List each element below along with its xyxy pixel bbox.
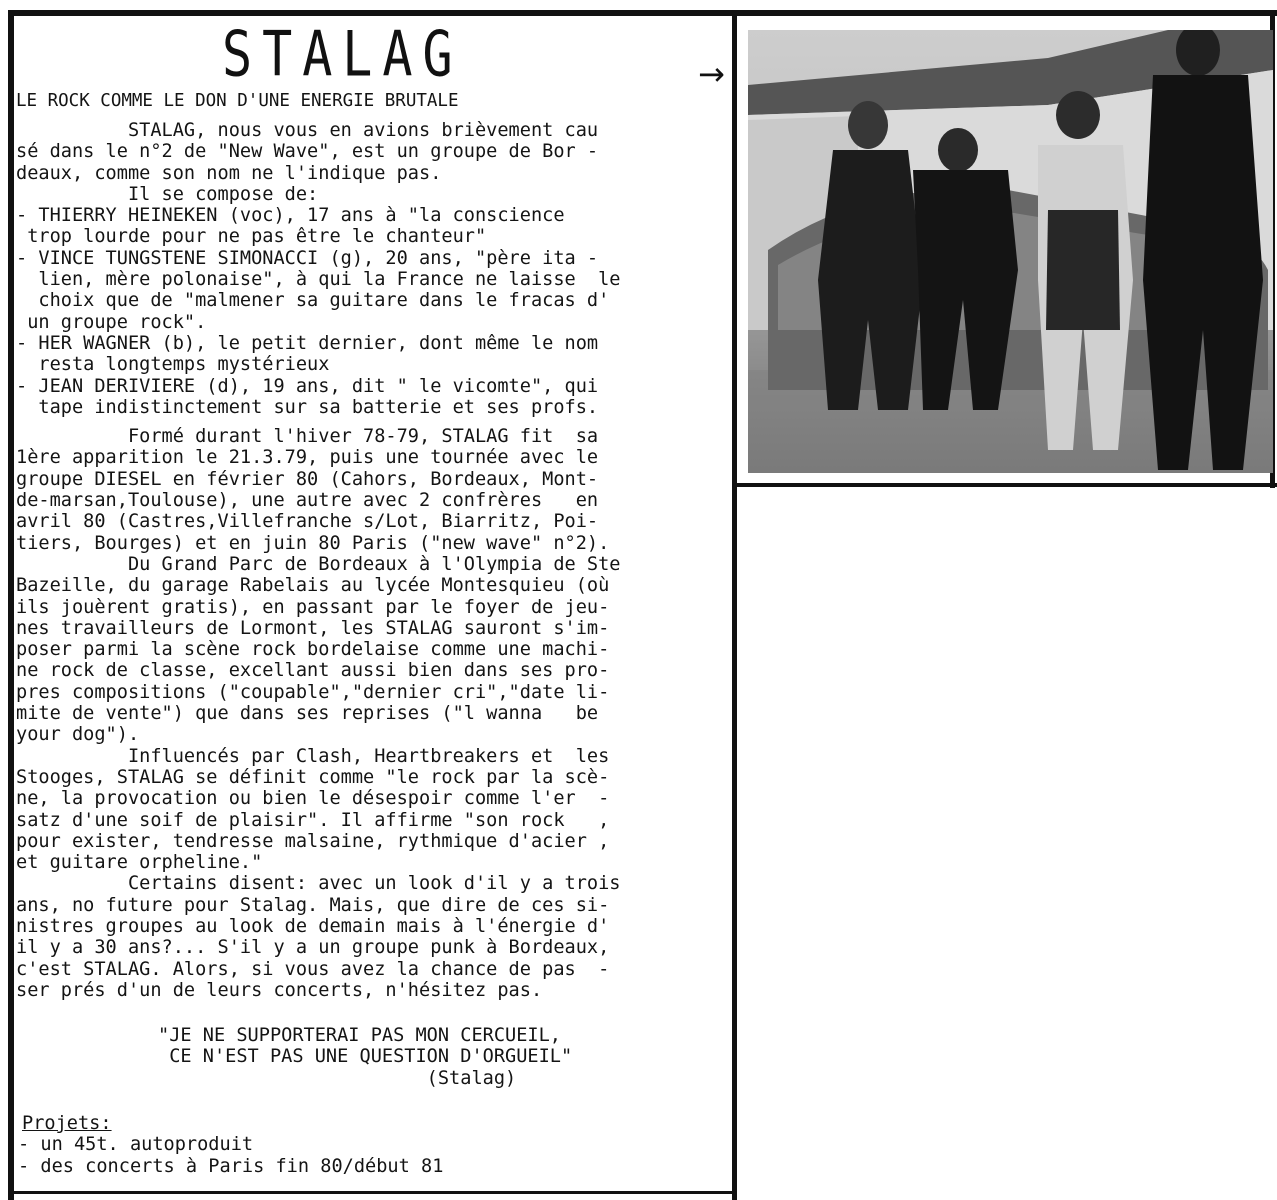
body-text-line: pour exister, tendresse malsaine, rythmique d'acier , (16, 830, 610, 852)
body-text-line: - JEAN DERIVIERE (d), 19 ans, dit " le vicomte", qui (16, 375, 599, 397)
body-text-line: ans, no future pour Stalag. Mais, que dire de ces si- (16, 894, 610, 916)
body-text-line: Du Grand Parc de Bordeaux à l'Olympia de Ste (16, 553, 621, 575)
body-text-line: de-marsan,Toulouse), une autre avec 2 confrères en (16, 490, 599, 512)
body-text-line: nes travailleurs de Lormont, les STALAG sauront s'im- (16, 617, 610, 639)
body-text-line: Formé durant l'hiver 78-79, STALAG fit sa (16, 426, 599, 448)
body-text-line: nistres groupes au look de demain mais à l'énergie d' (16, 915, 610, 937)
body-text-line: - HER WAGNER (b), le petit dernier, dont même le nom (16, 332, 599, 354)
paragraph-lineup (16, 120, 728, 418)
body-text-line: ils jouèrent gratis), en passant par le foyer de jeu- (16, 596, 610, 618)
body-text-line: - VINCE TUNGSTENE SIMONACCI (g), 20 ans, "père ita - (16, 247, 599, 269)
body-text-line: mite de vente") que dans ses reprises ("l wanna be (16, 703, 599, 725)
frame-left-rule (8, 10, 14, 1200)
body-text-line: Influencés par Clash, Heartbreakers et les (16, 745, 610, 767)
body-text-line: et guitare orpheline." (16, 852, 263, 874)
body-text-line: c'est STALAG. Alors, si vous avez la chance de pas - (16, 958, 610, 980)
body-text-line: 1ère apparition le 21.3.79, puis une tournée avec le (16, 447, 599, 469)
projects-heading: Projets: (22, 1113, 112, 1134)
body-text-line: choix que de "malmener sa guitare dans le fracas d' (16, 290, 610, 312)
project-item: - des concerts à Paris fin 80/début 81 (18, 1155, 444, 1177)
body-text-line: trop lourde pour ne pas être le chanteur" (16, 226, 487, 248)
frame-bottom-rule (8, 1191, 737, 1194)
photo-bottom-rule (735, 483, 1277, 487)
body-text-line: il y a 30 ans?... S'il y a un groupe punk à Bordeaux, (16, 937, 610, 959)
body-text-line: satz d'une soif de plaisir". Il affirme "son rock , (16, 809, 610, 831)
projects-section (18, 1113, 444, 1177)
body-text-line: ne, la provocation ou bien le désespoir comme l'er - (16, 788, 610, 810)
body-text-line: Bazeille, du garage Rabelais au lycée Montesquieu (où (16, 575, 610, 597)
article-body (16, 120, 728, 1001)
arrow-right-icon: → (698, 55, 725, 93)
band-quote (158, 1025, 572, 1089)
quote-attribution: (Stalag) (158, 1067, 517, 1089)
frame-column-divider (732, 10, 737, 1200)
body-text-line: tape indistinctement sur sa batterie et ses profs. (16, 396, 599, 418)
body-text-line: pres compositions ("coupable","dernier cri","date li- (16, 681, 610, 703)
body-text-line: sé dans le n°2 de "New Wave", est un groupe de Bor - (16, 141, 599, 163)
body-text-line: resta longtemps mystérieux (16, 354, 330, 376)
body-text-line: Certains disent: avec un look d'il y a trois (16, 873, 621, 895)
body-text-line: tiers, Bourges) et en juin 80 Paris ("new wave" n°2). (16, 532, 610, 554)
body-text-line: - THIERRY HEINEKEN (voc), 17 ans à "la conscience (16, 205, 565, 227)
body-text-line: deaux, comme son nom ne l'indique pas. (16, 162, 442, 184)
frame-top-rule (8, 10, 1277, 16)
body-text-line: ne rock de classe, excellant aussi bien dans ses pro- (16, 660, 610, 682)
paragraph-history (16, 426, 728, 1001)
article-title: STALAG (222, 18, 463, 91)
quote-line: CE N'EST PAS UNE QUESTION D'ORGUEIL" (158, 1046, 573, 1068)
body-text-line: ser prés d'un de leurs concerts, n'hésitez pas. (16, 979, 543, 1001)
article-subtitle: LE ROCK COMME LE DON D'UNE ENERGIE BRUTALE (16, 91, 459, 111)
body-text-line: groupe DIESEL en février 80 (Cahors, Bordeaux, Mont- (16, 468, 599, 490)
body-text-line: Stooges, STALAG se définit comme "le rock par la scè- (16, 766, 610, 788)
body-text-line: poser parmi la scène rock bordelaise comme une machi- (16, 639, 610, 661)
body-text-line: STALAG, nous vous en avions brièvement cau (16, 120, 599, 141)
body-text-line: lien, mère polonaise", à qui la France ne laisse le (16, 269, 621, 291)
body-text-line: un groupe rock". (16, 311, 207, 333)
project-item: - un 45t. autoproduit (18, 1134, 254, 1156)
body-text-line: Il se compose de: (16, 183, 319, 205)
body-text-line: your dog"). (16, 724, 140, 746)
body-text-line: avril 80 (Castres,Villefranche s/Lot, Biarritz, Poi- (16, 511, 599, 533)
band-photo (748, 30, 1273, 473)
quote-line: "JE NE SUPPORTERAI PAS MON CERCUEIL, (158, 1025, 561, 1046)
